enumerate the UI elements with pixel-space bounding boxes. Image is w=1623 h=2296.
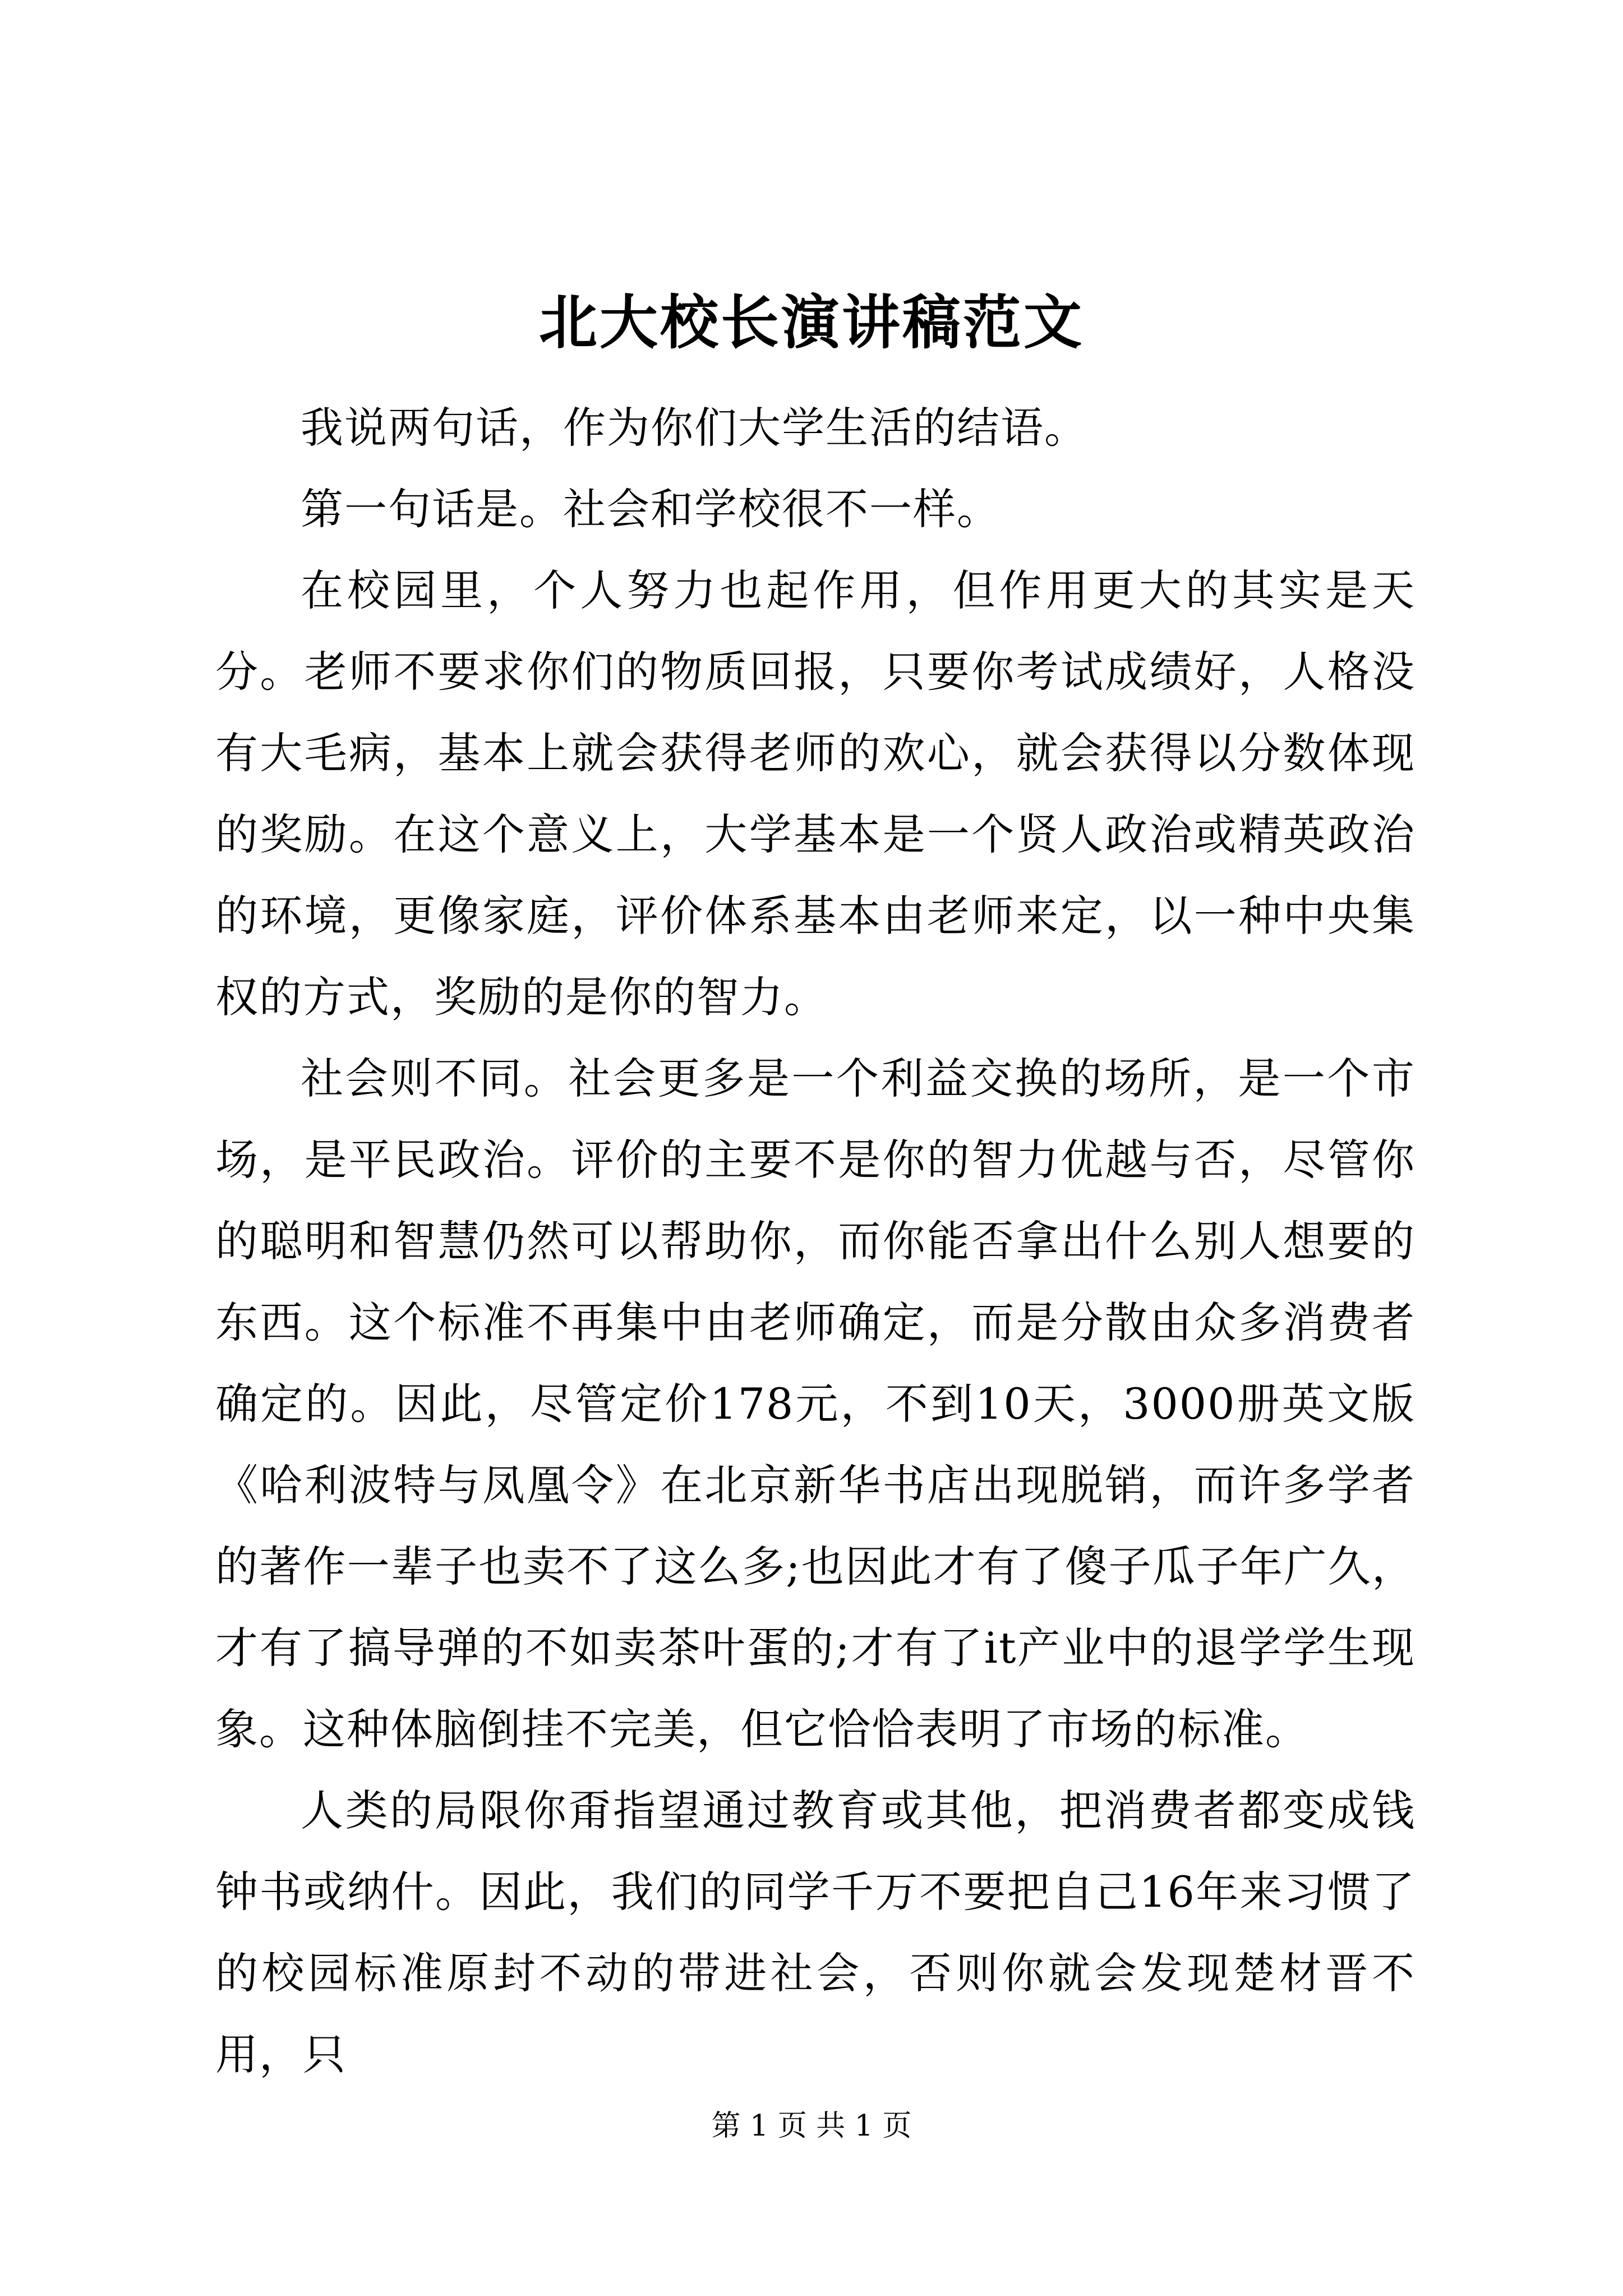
page-footer: 第 1 页 共 1 页 <box>711 2109 912 2143</box>
paragraph-1: 我说两句话，作为你们大学生活的结语。 <box>301 403 1088 453</box>
paragraph-3: 在校园里，个人努力也起作用，但作用更大的其实是天分。老师不要求你们的物质回报，只要你考试成绩好，人格没有大毛病，基本上就会获得老师的欢心，就会获得以分数体现的奖励。在这个意义上，大学基本是一个贤人政治或精英政治的环境，更像家庭，评价体系基本由老师来定，以一种中央集权的方式，奖励的是你的智力。 <box>215 565 1415 1022</box>
paragraph-2: 第一句话是。社会和学校很不一样。 <box>301 484 1000 534</box>
document-title: 北大校长演讲稿范文 <box>538 288 1084 357</box>
paragraph-4: 社会则不同。社会更多是一个利益交换的场所，是一个市场，是平民政治。评价的主要不是你的智力优越与否，尽管你的聪明和智慧仍然可以帮助你，而你能否拿出什么别人想要的东西。这个标准不再集中由老师确定，而是分散由众多消费者确定的。因此，尽管定价178元，不到10天，3000册英文版《哈利波特与凤凰令》在北京新华书店出现脱销，而许多学者的著作一辈子也卖不了这么多;也因此才有了傻子瓜子年广久，才有了搞导弹的不如卖茶叶蛋的;才有了it产业中的退学学生现象。这种体脑倒挂不完美，但它恰恰表明了市场的标准。 <box>215 1053 1415 1754</box>
document-body <box>215 387 1415 2095</box>
paragraph-5: 人类的局限你甭指望通过教育或其他，把消费者都变成钱钟书或纳什。因此，我们的同学千万不要把自己16年来习惯了的校园标准原封不动的带进社会，否则你就会发现楚材晋不用，只 <box>215 1786 1415 2079</box>
